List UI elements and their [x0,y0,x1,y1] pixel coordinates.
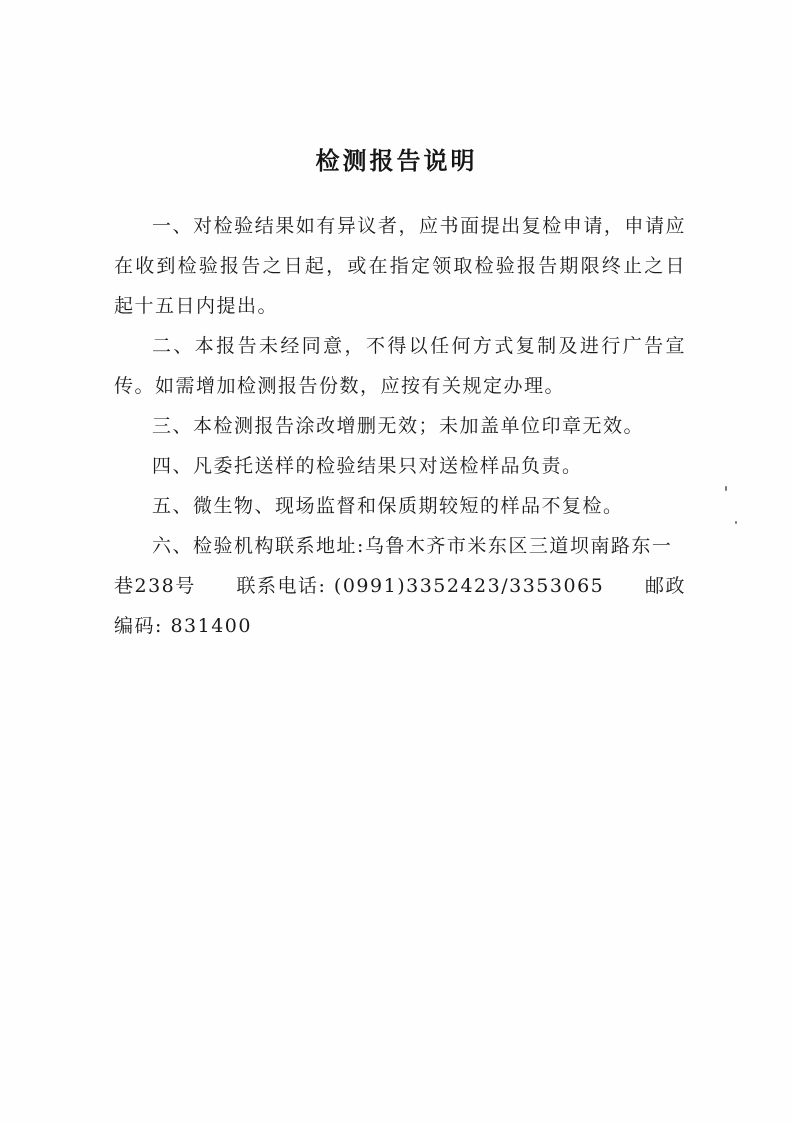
postal-label: 邮政 [644,575,686,597]
contact-phone: 联系电话: (0991)3352423/3353065 [236,575,605,597]
contact-row [114,566,686,606]
page-title: 检测报告说明 [315,147,478,175]
contact-info [114,526,686,646]
clause-4: 四、凡委托送样的检验结果只对送检样品负责。 [152,455,583,477]
clause-3: 三、本检测报告涂改增删无效；未加盖单位印章无效。 [152,415,645,437]
contact-address-cont: 巷238号 [114,575,196,597]
clause-5: 五、微生物、现场监督和保质期较短的样品不复检。 [152,495,624,517]
scan-speck [725,486,727,491]
postal-code: 编码: 831400 [114,615,252,637]
document-body [114,206,686,646]
scan-speck [735,521,737,524]
clause-2: 二、本报告未经同意，不得以任何方式复制及进行广告宣传。如需增加检测报告份数，应按有关规定办理。 [114,335,686,397]
contact-address: 六、检验机构联系地址:乌鲁木齐市米东区三道坝南路东一 [152,535,673,557]
clause-1: 一、对检验结果如有异议者，应书面提出复检申请，申请应在收到检验报告之日起，或在指定领取检验报告期限终止之日起十五日内提出。 [114,215,686,317]
